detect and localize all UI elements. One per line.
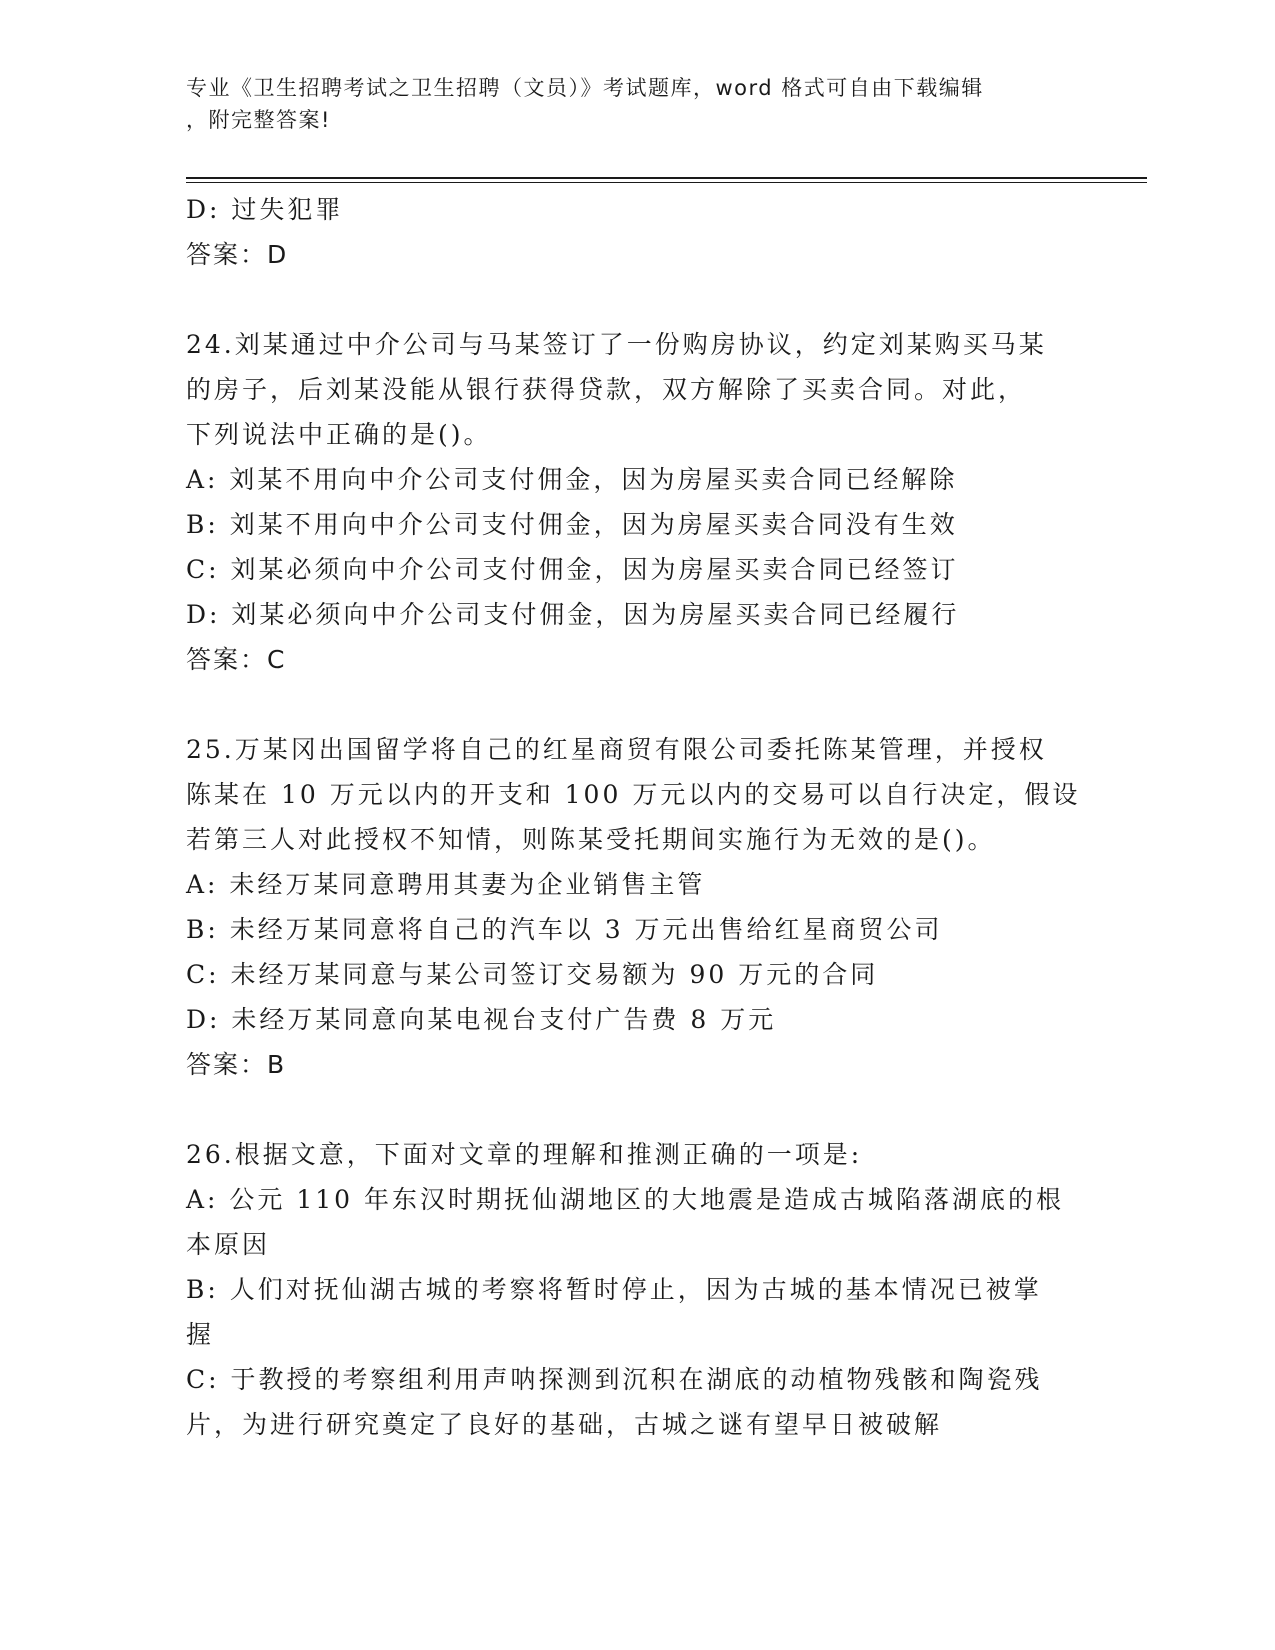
q26-option-a-line-1: A: 公元 110 年东汉时期抚仙湖地区的大地震是造成古城陷落湖底的根 [186, 1185, 1065, 1214]
q26-option-c-line-1: C: 于教授的考察组利用声呐探测到沉积在湖底的动植物残骸和陶瓷残 [186, 1365, 1043, 1394]
header-divider-thick [186, 177, 1147, 179]
header-line-1: 专业《卫生招聘考试之卫生招聘（文员）》考试题库，word 格式可自由下载编辑 [186, 76, 984, 100]
q26-option-a-line-2: 本原因 [186, 1230, 271, 1259]
question-25 [186, 727, 1086, 1087]
q24-stem-line-1: 24.刘某通过中介公司与马某签订了一份购房协议，约定刘某购买马某 [186, 330, 1047, 359]
page-header [186, 72, 1066, 136]
spacer [186, 277, 1086, 322]
q24-option-a: A: 刘某不用向中介公司支付佣金，因为房屋买卖合同已经解除 [186, 465, 958, 494]
q25-option-d: D: 未经万某同意向某电视台支付广告费 8 万元 [186, 1005, 777, 1034]
q24-stem-line-2: 的房子，后刘某没能从银行获得贷款，双方解除了买卖合同。对此， [186, 375, 1027, 404]
q25-stem-line-3: 若第三人对此授权不知情，则陈某受托期间实施行为无效的是()。 [186, 825, 996, 854]
prev-option-d: D: 过失犯罪 [186, 195, 344, 224]
spacer [186, 1087, 1086, 1132]
q25-option-c: C: 未经万某同意与某公司签订交易额为 90 万元的合同 [186, 960, 879, 989]
q25-option-b: B: 未经万某同意将自己的汽车以 3 万元出售给红星商贸公司 [186, 915, 943, 944]
q26-option-b-line-1: B: 人们对抚仙湖古城的考察将暂时停止，因为古城的基本情况已被掌 [186, 1275, 1042, 1304]
spacer [186, 682, 1086, 727]
header-line-2: ，附完整答案! [186, 108, 331, 132]
q24-answer: 答案：C [186, 645, 287, 674]
q26-stem-line-1: 26.根据文意，下面对文章的理解和推测正确的一项是: [186, 1140, 863, 1169]
header-divider-thin [186, 182, 1147, 183]
q25-option-a: A: 未经万某同意聘用其妻为企业销售主管 [186, 870, 706, 899]
q25-answer: 答案：B [186, 1050, 287, 1079]
q24-option-b: B: 刘某不用向中介公司支付佣金，因为房屋买卖合同没有生效 [186, 510, 958, 539]
q24-option-c: C: 刘某必须向中介公司支付佣金，因为房屋买卖合同已经签订 [186, 555, 959, 584]
prev-answer: 答案：D [186, 240, 289, 269]
q25-stem-line-1: 25.万某冈出国留学将自己的红星商贸有限公司委托陈某管理，并授权 [186, 735, 1047, 764]
q24-option-d: D: 刘某必须向中介公司支付佣金，因为房屋买卖合同已经履行 [186, 600, 960, 629]
question-content [186, 187, 1086, 1447]
question-24 [186, 322, 1086, 682]
q26-option-b-line-2: 握 [186, 1320, 215, 1349]
question-26 [186, 1132, 1086, 1447]
q25-stem-line-2: 陈某在 10 万元以内的开支和 100 万元以内的交易可以自行决定，假设 [186, 780, 1081, 809]
q26-option-c-line-2: 片，为进行研究奠定了良好的基础，古城之谜有望早日被破解 [186, 1410, 943, 1439]
q24-stem-line-3: 下列说法中正确的是()。 [186, 420, 492, 449]
